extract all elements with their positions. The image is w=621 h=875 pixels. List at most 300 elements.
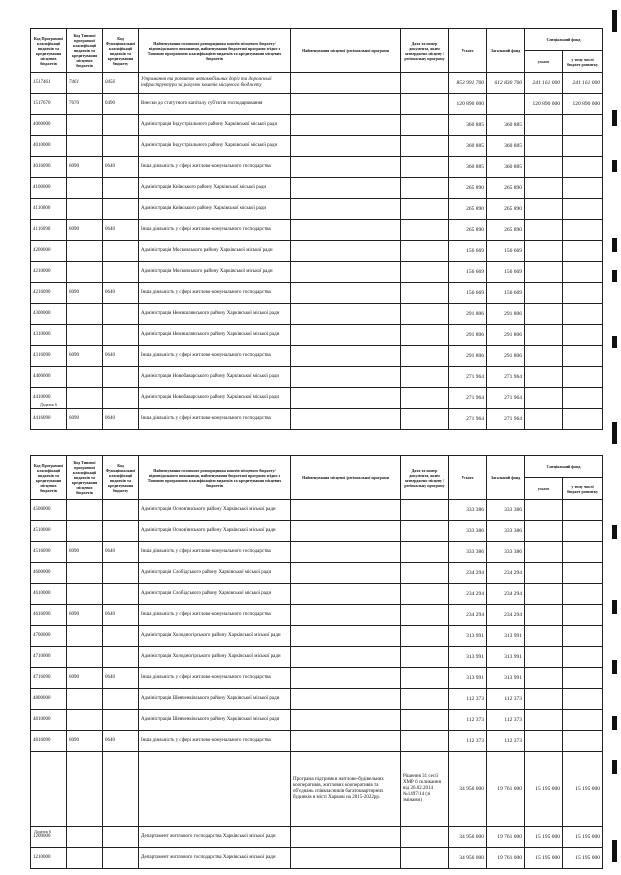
- program-name-cell: [291, 542, 401, 563]
- budget-table: [30, 455, 603, 869]
- typical-code-cell: 6090: [67, 346, 103, 367]
- functional-code-cell: [103, 710, 139, 731]
- total-cell: 112 373: [449, 689, 487, 710]
- table-row: [31, 827, 603, 848]
- special-fund-cell: [525, 500, 563, 521]
- typical-code-cell: [67, 827, 103, 848]
- table-row: [31, 220, 603, 241]
- program-date-cell: [401, 500, 449, 521]
- functional-code-cell: [103, 521, 139, 542]
- typical-code-cell: 6090: [67, 668, 103, 689]
- name-cell: Інша діяльність у сфері житлово-комунального господарства: [139, 409, 291, 430]
- typical-code-cell: [67, 199, 103, 220]
- special-fund-cell: [525, 367, 563, 388]
- development-budget-cell: 15 195 000: [563, 752, 603, 827]
- special-fund-cell: [525, 283, 563, 304]
- general-fund-cell: 333 386: [487, 500, 525, 521]
- special-fund-cell: [525, 136, 563, 157]
- name-cell: Адміністрація Індустріального району Харківської міської ради: [139, 136, 291, 157]
- special-fund-cell: 15 195 000: [525, 752, 563, 827]
- total-cell: 234 294: [449, 584, 487, 605]
- development-budget-cell: [563, 325, 603, 346]
- program-name-cell: [291, 668, 401, 689]
- functional-code-cell: [103, 563, 139, 584]
- table-row: [31, 731, 603, 752]
- scan-mark: [612, 422, 617, 444]
- development-budget-cell: 15 195 000: [563, 848, 603, 869]
- functional-code-cell: [103, 178, 139, 199]
- program-date-cell: [401, 848, 449, 869]
- program-name-cell: [291, 136, 401, 157]
- program-date-cell: [401, 668, 449, 689]
- general-fund-cell: 333 386: [487, 521, 525, 542]
- typical-code-cell: [67, 262, 103, 283]
- total-cell: 291 806: [449, 325, 487, 346]
- program-name-cell: [291, 500, 401, 521]
- table-row: [31, 178, 603, 199]
- total-cell: 360 885: [449, 157, 487, 178]
- header-special-total: усього: [525, 51, 563, 73]
- general-fund-cell: 271 964: [487, 367, 525, 388]
- total-cell: 112 373: [449, 710, 487, 731]
- program-name-cell: [291, 115, 401, 136]
- total-cell: 234 294: [449, 563, 487, 584]
- table-row: [31, 710, 603, 731]
- total-cell: 112 373: [449, 731, 487, 752]
- program-code-cell: 4016090: [31, 157, 67, 178]
- typical-code-cell: [67, 388, 103, 409]
- general-fund-cell: 234 294: [487, 563, 525, 584]
- program-code-cell: 4600000: [31, 563, 67, 584]
- typical-code-cell: [67, 647, 103, 668]
- header-code-program: Код Програмної класифікації видатків та кредитування місцевих бюджетів: [31, 456, 67, 500]
- functional-code-cell: 0640: [103, 731, 139, 752]
- special-fund-cell: [525, 584, 563, 605]
- development-budget-cell: [563, 346, 603, 367]
- functional-code-cell: 0640: [103, 346, 139, 367]
- program-name-cell: [291, 304, 401, 325]
- name-cell: Інша діяльність у сфері житлово-комунального господарства: [139, 731, 291, 752]
- name-cell: Інша діяльність у сфері житлово-комунального господарства: [139, 668, 291, 689]
- general-fund-cell: 156 669: [487, 283, 525, 304]
- general-fund-cell: 112 373: [487, 689, 525, 710]
- program-name-cell: [291, 325, 401, 346]
- program-name-cell: [291, 199, 401, 220]
- table-row: [31, 500, 603, 521]
- name-cell: Адміністрація Новобаварського району Харківської міської ради: [139, 388, 291, 409]
- functional-code-cell: [103, 136, 139, 157]
- special-fund-cell: [525, 409, 563, 430]
- development-budget-cell: [563, 178, 603, 199]
- program-date-cell: [401, 367, 449, 388]
- program-name-cell: [291, 283, 401, 304]
- program-name-cell: Програма підтримки житлово-будівельних кооперативів, житлових кооперативів та об'єднань співвласників багатоквартирних будинків в місті Харкові на 2015-2022рр.: [291, 752, 401, 827]
- functional-code-cell: 0490: [103, 94, 139, 115]
- development-budget-cell: [563, 220, 603, 241]
- program-code-cell: 4816090: [31, 731, 67, 752]
- typical-code-cell: 6090: [67, 542, 103, 563]
- functional-code-cell: [103, 500, 139, 521]
- name-cell: Адміністрація Шевченківського району Харківської міської ради: [139, 710, 291, 731]
- program-name-cell: [291, 605, 401, 626]
- general-fund-cell: 265 890: [487, 178, 525, 199]
- program-date-cell: Рішення 31 сесії ХМР 6 скликання від 26.02.2014 №1497/14 (зі змінами): [401, 752, 449, 827]
- special-fund-cell: [525, 262, 563, 283]
- functional-code-cell: [103, 115, 139, 136]
- general-fund-cell: 265 890: [487, 220, 525, 241]
- typical-code-cell: [67, 689, 103, 710]
- functional-code-cell: 0640: [103, 157, 139, 178]
- program-date-cell: [401, 521, 449, 542]
- special-fund-cell: [525, 542, 563, 563]
- total-cell: 265 890: [449, 220, 487, 241]
- typical-code-cell: 6090: [67, 409, 103, 430]
- program-code-cell: 4500000: [31, 500, 67, 521]
- program-code-cell: 4100000: [31, 178, 67, 199]
- program-code-cell: 4416090: [31, 409, 67, 430]
- name-cell: Інша діяльність у сфері житлово-комунального господарства: [139, 605, 291, 626]
- program-code-cell: 1517670: [31, 94, 67, 115]
- program-name-cell: [291, 827, 401, 848]
- special-fund-cell: 15 195 000: [525, 827, 563, 848]
- scan-mark: [612, 525, 617, 539]
- development-budget-cell: [563, 157, 603, 178]
- development-budget-cell: 241 161 000: [563, 73, 603, 94]
- header-general-fund: Загальний фонд: [487, 29, 525, 73]
- general-fund-cell: 234 294: [487, 605, 525, 626]
- typical-code-cell: 7670: [67, 94, 103, 115]
- special-fund-cell: 241 161 000: [525, 73, 563, 94]
- program-date-cell: [401, 827, 449, 848]
- header-code-typical: Код Типової програмної класифікації видатків та кредитування місцевих бюджетів: [67, 456, 103, 500]
- typical-code-cell: [67, 367, 103, 388]
- development-budget-cell: [563, 199, 603, 220]
- program-name-cell: [291, 710, 401, 731]
- program-code-cell: 4300000: [31, 304, 67, 325]
- program-code-cell: 4510000: [31, 521, 67, 542]
- special-fund-cell: [525, 668, 563, 689]
- table-row: [31, 262, 603, 283]
- total-cell: 265 890: [449, 178, 487, 199]
- functional-code-cell: [103, 626, 139, 647]
- table-row: [31, 115, 603, 136]
- header-program-name: Найменування місцевої /регіональної програми: [291, 456, 401, 500]
- general-fund-cell: 19 761 000: [487, 827, 525, 848]
- development-budget-cell: [563, 388, 603, 409]
- table-row: [31, 283, 603, 304]
- header-code-functional: Код Функціональної класифікації видатків та кредитування бюджету: [103, 456, 139, 500]
- functional-code-cell: [103, 647, 139, 668]
- general-fund-cell: [487, 94, 525, 115]
- program-date-cell: [401, 563, 449, 584]
- general-fund-cell: 156 669: [487, 262, 525, 283]
- development-budget-cell: [563, 626, 603, 647]
- functional-code-cell: 0640: [103, 605, 139, 626]
- special-fund-cell: [525, 178, 563, 199]
- name-cell: Адміністрація Московського району Харківської міської ради: [139, 262, 291, 283]
- program-code-cell: 4000000: [31, 115, 67, 136]
- table-row: [31, 647, 603, 668]
- general-fund-cell: 19 761 000: [487, 848, 525, 869]
- total-cell: 291 806: [449, 304, 487, 325]
- name-cell: [139, 752, 291, 827]
- functional-code-cell: [103, 325, 139, 346]
- total-cell: 291 806: [449, 346, 487, 367]
- program-name-cell: [291, 157, 401, 178]
- development-budget-cell: [563, 731, 603, 752]
- program-date-cell: [401, 409, 449, 430]
- functional-code-cell: 0640: [103, 409, 139, 430]
- general-fund-cell: 271 964: [487, 388, 525, 409]
- typical-code-cell: 6090: [67, 605, 103, 626]
- functional-code-cell: [103, 827, 139, 848]
- program-code-cell: 4200000: [31, 241, 67, 262]
- program-date-cell: [401, 647, 449, 668]
- functional-code-cell: 0456: [103, 73, 139, 94]
- special-fund-cell: [525, 241, 563, 262]
- scan-mark: [612, 716, 617, 730]
- development-budget-cell: [563, 262, 603, 283]
- program-code-cell: 4210000: [31, 262, 67, 283]
- general-fund-cell: 291 806: [487, 304, 525, 325]
- total-cell: 234 294: [449, 605, 487, 626]
- general-fund-cell: 291 806: [487, 325, 525, 346]
- general-fund-cell: 271 964: [487, 409, 525, 430]
- header-total: Усього: [449, 29, 487, 73]
- header-special-dev: у тому числі бюджет розвитку: [563, 51, 603, 73]
- program-date-cell: [401, 178, 449, 199]
- total-cell: 333 386: [449, 500, 487, 521]
- header-special-total: усього: [525, 478, 563, 500]
- total-cell: 34 956 000: [449, 827, 487, 848]
- general-fund-cell: 360 885: [487, 115, 525, 136]
- name-cell: Адміністрація Шевченківського району Харківської міської ради: [139, 689, 291, 710]
- development-budget-cell: [563, 304, 603, 325]
- general-fund-cell: 112 373: [487, 710, 525, 731]
- total-cell: 853 991 700: [449, 73, 487, 94]
- typical-code-cell: [67, 626, 103, 647]
- general-fund-cell: 112 373: [487, 731, 525, 752]
- name-cell: Адміністрація Індустріального району Харківської міської ради: [139, 115, 291, 136]
- table-row: [31, 388, 603, 409]
- program-name-cell: [291, 94, 401, 115]
- program-code-cell: 1200000: [31, 827, 67, 848]
- development-budget-cell: [563, 241, 603, 262]
- general-fund-cell: 156 669: [487, 241, 525, 262]
- table-row: [31, 626, 603, 647]
- total-cell: 156 669: [449, 241, 487, 262]
- table-body: [31, 73, 603, 430]
- name-cell: Департамент житлового господарства Харківської міської ради: [139, 827, 291, 848]
- typical-code-cell: [67, 325, 103, 346]
- typical-code-cell: [67, 752, 103, 827]
- development-budget-cell: [563, 521, 603, 542]
- program-name-cell: [291, 731, 401, 752]
- program-name-cell: [291, 262, 401, 283]
- special-fund-cell: [525, 304, 563, 325]
- scan-mark: [612, 110, 617, 126]
- total-cell: 156 669: [449, 262, 487, 283]
- program-code-cell: [31, 752, 67, 827]
- total-cell: 34 956 000: [449, 848, 487, 869]
- program-code-cell: 4810000: [31, 710, 67, 731]
- total-cell: 313 991: [449, 668, 487, 689]
- special-fund-cell: [525, 115, 563, 136]
- functional-code-cell: [103, 304, 139, 325]
- header-special-fund: Спеціальний фонд: [525, 456, 603, 478]
- development-budget-cell: 120 890 000: [563, 94, 603, 115]
- program-code-cell: 4216090: [31, 283, 67, 304]
- special-fund-cell: [525, 605, 563, 626]
- special-fund-cell: [525, 689, 563, 710]
- special-fund-cell: [525, 325, 563, 346]
- total-cell: 271 964: [449, 388, 487, 409]
- program-code-cell: 4700000: [31, 626, 67, 647]
- total-cell: 333 386: [449, 542, 487, 563]
- typical-code-cell: 7461: [67, 73, 103, 94]
- functional-code-cell: 0640: [103, 283, 139, 304]
- development-budget-cell: [563, 409, 603, 430]
- table-row: [31, 325, 603, 346]
- name-cell: Адміністрація Холодногірського району Харківської міської ради: [139, 626, 291, 647]
- development-budget-cell: [563, 710, 603, 731]
- total-cell: 120 890 000: [449, 94, 487, 115]
- general-fund-cell: 360 885: [487, 157, 525, 178]
- program-code-cell: 4010000: [31, 136, 67, 157]
- name-cell: Департамент житлового господарства Харківської міської ради: [139, 848, 291, 869]
- table-row: [31, 542, 603, 563]
- development-budget-cell: [563, 584, 603, 605]
- table-row: [31, 848, 603, 869]
- scan-mark: [612, 160, 617, 172]
- table-body: [31, 500, 603, 869]
- functional-code-cell: [103, 241, 139, 262]
- program-name-cell: [291, 848, 401, 869]
- table-row: [31, 584, 603, 605]
- scan-mark: [612, 660, 617, 674]
- total-cell: 34 956 000: [449, 752, 487, 827]
- table-row: [31, 346, 603, 367]
- development-budget-cell: [563, 689, 603, 710]
- typical-code-cell: 6090: [67, 157, 103, 178]
- budget-table-page-1: [30, 28, 602, 430]
- program-code-cell: 1210000: [31, 848, 67, 869]
- special-fund-cell: [525, 220, 563, 241]
- typical-code-cell: [67, 584, 103, 605]
- typical-code-cell: [67, 848, 103, 869]
- program-code-cell: 4616090: [31, 605, 67, 626]
- name-cell: Адміністрація Московського району Харківської міської ради: [139, 241, 291, 262]
- general-fund-cell: 612 830 700: [487, 73, 525, 94]
- total-cell: 271 964: [449, 409, 487, 430]
- program-name-cell: [291, 584, 401, 605]
- program-code-cell: 1517461: [31, 73, 67, 94]
- development-budget-cell: [563, 283, 603, 304]
- name-cell: Адміністрація Холодногірського району Харківської міської ради: [139, 647, 291, 668]
- functional-code-cell: 0640: [103, 542, 139, 563]
- name-cell: Інша діяльність у сфері житлово-комунального господарства: [139, 157, 291, 178]
- functional-code-cell: [103, 689, 139, 710]
- program-date-cell: [401, 157, 449, 178]
- header-program-date: Дата та номер документа, яким затверджено місцеву /регіональну програму: [401, 456, 449, 500]
- special-fund-cell: 120 890 000: [525, 94, 563, 115]
- functional-code-cell: [103, 262, 139, 283]
- table-row: [31, 157, 603, 178]
- program-date-cell: [401, 283, 449, 304]
- budget-table-page-2: [30, 455, 602, 869]
- development-budget-cell: [563, 647, 603, 668]
- program-date-cell: [401, 262, 449, 283]
- table-row: [31, 563, 603, 584]
- name-cell: Інша діяльність у сфері житлово-комунального господарства: [139, 346, 291, 367]
- program-code-cell: 4116090: [31, 220, 67, 241]
- scan-mark: [612, 238, 617, 252]
- typical-code-cell: [67, 710, 103, 731]
- total-cell: 313 991: [449, 626, 487, 647]
- total-cell: 360 885: [449, 136, 487, 157]
- scan-mark: [612, 840, 617, 862]
- total-cell: 360 885: [449, 115, 487, 136]
- name-cell: Інша діяльність у сфері житлово-комунального господарства: [139, 283, 291, 304]
- name-cell: Адміністрація Слобідського району Харківської міської ради: [139, 563, 291, 584]
- table-row: [31, 304, 603, 325]
- general-fund-cell: 265 890: [487, 199, 525, 220]
- general-fund-cell: 234 294: [487, 584, 525, 605]
- total-cell: 156 669: [449, 283, 487, 304]
- name-cell: Інша діяльність у сфері житлово-комунального господарства: [139, 542, 291, 563]
- functional-code-cell: [103, 752, 139, 827]
- scan-mark: [612, 760, 617, 774]
- name-cell: Внески до статутного капіталу суб'єктів господарювання: [139, 94, 291, 115]
- program-date-cell: [401, 325, 449, 346]
- program-name-cell: [291, 563, 401, 584]
- typical-code-cell: [67, 241, 103, 262]
- functional-code-cell: [103, 199, 139, 220]
- program-date-cell: [401, 584, 449, 605]
- special-fund-cell: [525, 388, 563, 409]
- functional-code-cell: 0640: [103, 668, 139, 689]
- name-cell: Адміністрація Київського району Харківської міської ради: [139, 199, 291, 220]
- special-fund-cell: [525, 710, 563, 731]
- program-name-cell: [291, 521, 401, 542]
- development-budget-cell: [563, 605, 603, 626]
- footer-note: Додаток 6: [40, 402, 57, 407]
- program-date-cell: [401, 542, 449, 563]
- header-code-typical: Код Типової програмної класифікації видатків та кредитування місцевих бюджетів: [67, 29, 103, 73]
- special-fund-cell: [525, 346, 563, 367]
- program-date-cell: [401, 73, 449, 94]
- general-fund-cell: 333 386: [487, 542, 525, 563]
- table-row: [31, 199, 603, 220]
- name-cell: Адміністрація Основ'янського району Харківської міської ради: [139, 521, 291, 542]
- typical-code-cell: [67, 521, 103, 542]
- development-budget-cell: [563, 542, 603, 563]
- total-cell: 265 890: [449, 199, 487, 220]
- typical-code-cell: [67, 563, 103, 584]
- program-code-cell: 4516090: [31, 542, 67, 563]
- header-code-program: Код Програмної класифікації видатків та кредитування місцевих бюджетів: [31, 29, 67, 73]
- special-fund-cell: 15 195 000: [525, 848, 563, 869]
- typical-code-cell: [67, 304, 103, 325]
- total-cell: 271 964: [449, 367, 487, 388]
- program-date-cell: [401, 731, 449, 752]
- scan-mark: [612, 336, 617, 348]
- program-code-cell: 4800000: [31, 689, 67, 710]
- name-cell: Адміністрація Новобаварського району Харківської міської ради: [139, 367, 291, 388]
- name-cell: Адміністрація Основ'янського району Харківської міської ради: [139, 500, 291, 521]
- budget-table: [30, 28, 603, 430]
- typical-code-cell: 6090: [67, 220, 103, 241]
